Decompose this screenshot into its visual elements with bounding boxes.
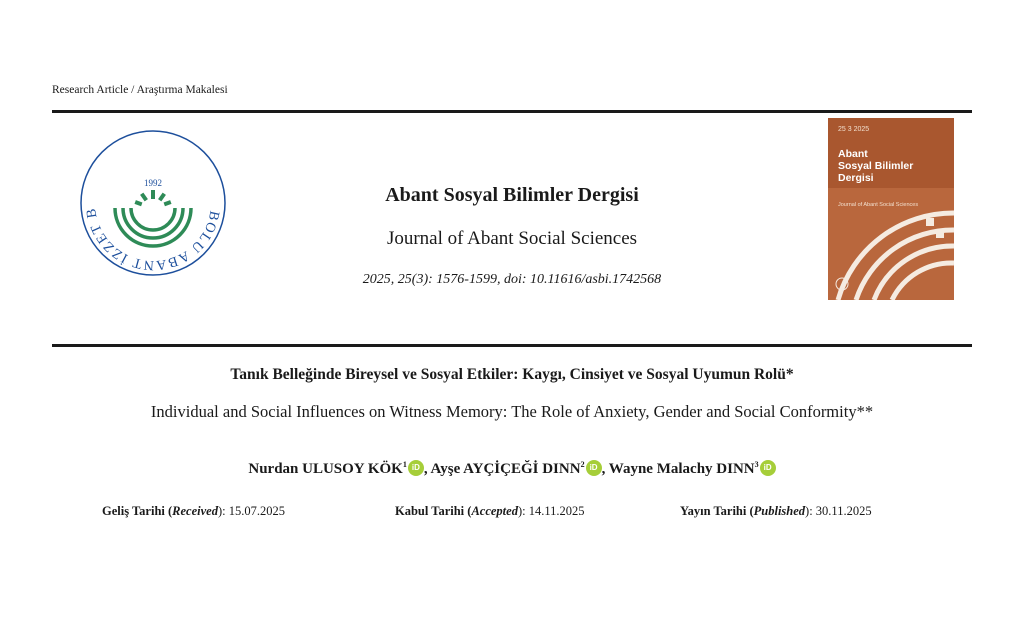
citation-doi: 2025, 25(3): 1576-1599, doi: 10.11616/asbi.1742568 [362,272,662,287]
author-list: Nurdan ULUSOY KÖK$^1$ iD , Ayşe AYÇİÇEĞİ DINN$^2$ iD , Wayne Malachy DINN$^3$ iD [0,460,1024,478]
header-bottom-rule [52,344,972,347]
article-title-en: Individual and Social Influences on Witness Memory: The Role of Anxiety, Gender and Social Conformity** [150,402,874,421]
orcid-icon[interactable]: iD [408,460,424,476]
header-top-rule [52,110,972,113]
cover-title: Abant Sosyal Bilimler Dergisi [838,148,914,184]
journal-cover-image [828,118,954,300]
received-date: Geliş Tarihi (Received): 15.07.2025 [102,504,285,518]
journal-title-tr: Abant Sosyal Bilimler Dergisi [385,184,639,206]
orcid-icon[interactable]: iD [760,460,776,476]
cover-issue: 25 3 2025 [838,126,870,133]
author-name: Ayşe AYÇİÇEĞİ DINN [430,461,581,477]
published-date: Yayın Tarihi (Published): 30.11.2025 [680,504,872,518]
orcid-icon[interactable]: iD [586,460,602,476]
logo-university-name: BOLU ABANT İZZET B [84,206,222,273]
author-name: Nurdan ULUSOY KÖK [248,461,403,477]
accepted-date: Kabul Tarihi (Accepted): 14.11.2025 [395,504,585,518]
article-title-tr: Tanık Belleğinde Bireysel ve Sosyal Etkiler: Kaygı, Cinsiyet ve Sosyal Uyumun Rolü* [230,366,794,383]
article-type-label: Research Article / Araştırma Makalesi [52,84,228,96]
cover-arcs-graphic [828,118,954,300]
author-name: Wayne Malachy DINN [608,461,755,477]
journal-title-en: Journal of Abant Social Sciences [386,228,638,249]
logo-year: 1992 [144,178,162,188]
cover-subtitle: Journal of Abant Social Sciences [838,202,919,208]
